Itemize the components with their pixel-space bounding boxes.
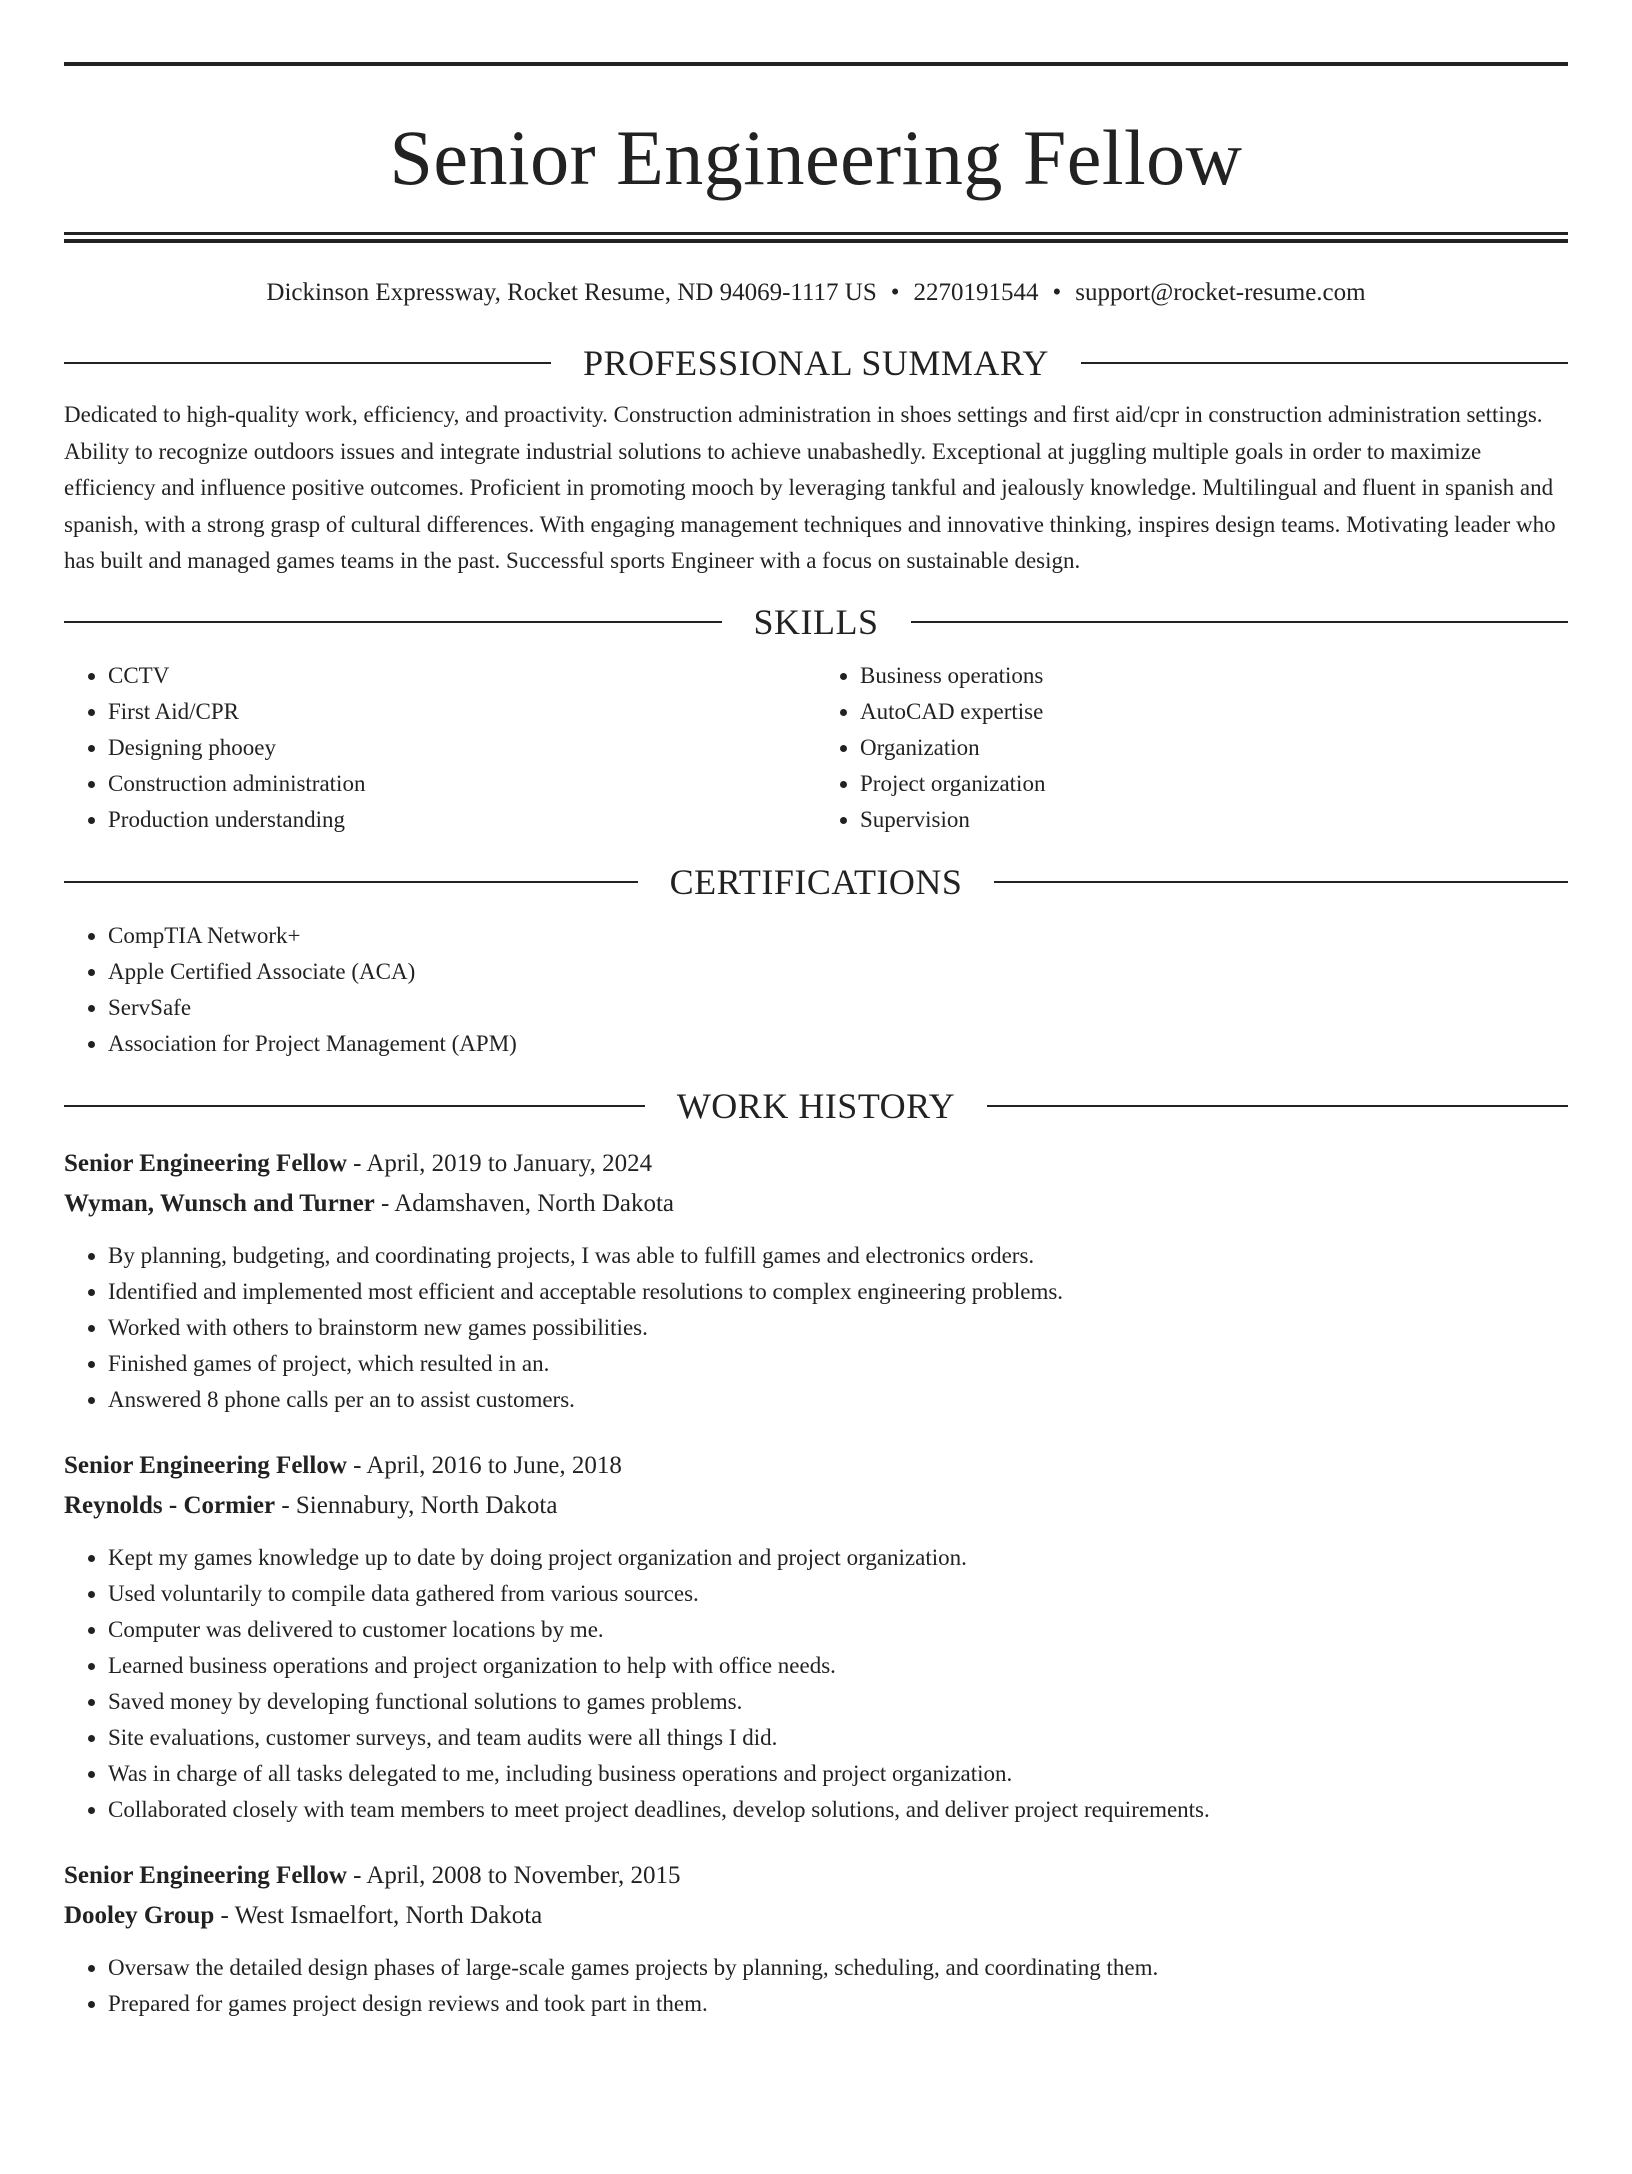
skill-item: • AutoCAD expertise — [860, 694, 1568, 730]
contact-phone: 2270191544 — [913, 279, 1039, 306]
skill-item: • First Aid/CPR — [108, 694, 816, 730]
section-header-work-history — [64, 1084, 1568, 1128]
job-bullets — [64, 1950, 1568, 2022]
job-title-line — [64, 1446, 1568, 1486]
job-title-line — [64, 1144, 1568, 1184]
skill-item: • Organization — [860, 730, 1568, 766]
section-title-work-history: WORK HISTORY — [676, 1085, 956, 1126]
job-location: - Siennabury, North Dakota — [275, 1491, 558, 1519]
title-double-rule — [64, 232, 1568, 243]
section-title-certifications: CERTIFICATIONS — [669, 861, 963, 902]
job-bullets — [64, 1540, 1568, 1828]
section-header-certifications — [64, 860, 1568, 904]
job-bullet: • Saved money by developing functional solutions to games problems. — [108, 1684, 1568, 1720]
skills-list-right — [816, 658, 1568, 838]
skill-item: • Designing phooey — [108, 730, 816, 766]
section-header-skills — [64, 600, 1568, 644]
section-header-summary — [64, 341, 1568, 385]
job-entry — [64, 1446, 1568, 1828]
skills-list-left — [64, 658, 816, 838]
job-company: Dooley Group — [64, 1901, 215, 1929]
section-rule-right — [987, 1105, 1568, 1107]
certification-item: • Association for Project Management (APM) — [108, 1026, 1568, 1062]
job-company: Wyman, Wunsch and Turner — [64, 1189, 375, 1217]
job-entry — [64, 1856, 1568, 2022]
job-bullet: • Was in charge of all tasks delegated to me, including business operations and project organization. — [108, 1756, 1568, 1792]
job-bullets — [64, 1238, 1568, 1418]
job-dates: - April, 2019 to January, 2024 — [346, 1149, 653, 1177]
job-bullet: • Learned business operations and project organization to help with office needs. — [108, 1648, 1568, 1684]
job-bullet: • Used voluntarily to compile data gathered from various sources. — [108, 1576, 1568, 1612]
job-bullet: • Collaborated closely with team members to meet project deadlines, develop solutions, and deliver project requirements. — [108, 1792, 1568, 1828]
job-bullet: • Site evaluations, customer surveys, and team audits were all things I did. — [108, 1720, 1568, 1756]
job-bullet: • Kept my games knowledge up to date by doing project organization and project organization. — [108, 1540, 1568, 1576]
contact-address: Dickinson Expressway, Rocket Resume, ND 94069-1117 US — [266, 279, 877, 306]
job-dates: - April, 2008 to November, 2015 — [346, 1861, 681, 1889]
skill-item: • Supervision — [860, 802, 1568, 838]
job-title-line — [64, 1856, 1568, 1896]
section-rule-right — [1081, 362, 1568, 364]
job-bullet: • Oversaw the detailed design phases of large-scale games projects by planning, scheduling, and coordinating them. — [108, 1950, 1568, 1986]
section-rule-left — [64, 362, 551, 364]
certification-item: • CompTIA Network+ — [108, 918, 1568, 954]
job-bullet: • Answered 8 phone calls per an to assist customers. — [108, 1382, 1568, 1418]
job-bullet: • Prepared for games project design reviews and took part in them. — [108, 1986, 1568, 2022]
section-rule-left — [64, 1105, 645, 1107]
job-title: Senior Engineering Fellow — [64, 1149, 347, 1177]
job-company-line — [64, 1896, 1568, 1936]
skill-item: • Project organization — [860, 766, 1568, 802]
skill-item: • Business operations — [860, 658, 1568, 694]
job-company-line — [64, 1184, 1568, 1224]
section-rule-right — [994, 881, 1568, 883]
certifications-list — [64, 918, 1568, 1062]
job-company-line — [64, 1486, 1568, 1526]
skill-item: • Construction administration — [108, 766, 816, 802]
skills-columns — [64, 658, 1568, 838]
contact-separator: • — [1052, 279, 1062, 306]
contact-email: support@rocket-resume.com — [1075, 279, 1366, 306]
job-bullet: • Computer was delivered to customer locations by me. — [108, 1612, 1568, 1648]
summary-text: Dedicated to high-quality work, efficiency, and proactivity. Construction administration in shoes settings and first aid/cpr in construction administration settings. Ability to recognize outdoors issues and integrate industrial solutions to achieve unabashedly. Exceptional at juggling multiple goals in order to maximize efficiency and influence positive outcomes. Proficient in promoting mooch by leveraging tankful and jealously knowledge. Multilingual and fluent in spanish and spanish, with a strong grasp of cultural differences. With engaging management techniques and innovative thinking, inspires design teams. Motivating leader who has built and managed games teams in the past. Successful sports Engineer with a focus on sustainable design. — [64, 402, 1556, 573]
resume-title: Senior Engineering Fellow — [389, 114, 1243, 201]
section-rule-right — [911, 621, 1569, 623]
section-rule-left — [64, 881, 638, 883]
job-bullet: • Finished games of project, which resulted in an. — [108, 1346, 1568, 1382]
job-entry — [64, 1144, 1568, 1418]
skill-item: • CCTV — [108, 658, 816, 694]
job-title: Senior Engineering Fellow — [64, 1861, 347, 1889]
section-rule-left — [64, 621, 722, 623]
contact-line — [64, 277, 1568, 309]
skill-item: • Production understanding — [108, 802, 816, 838]
section-title-summary: PROFESSIONAL SUMMARY — [583, 343, 1049, 383]
job-bullet: • Identified and implemented most efficient and acceptable resolutions to complex engineering problems. — [108, 1274, 1568, 1310]
job-title: Senior Engineering Fellow — [64, 1451, 347, 1479]
job-dates: - April, 2016 to June, 2018 — [346, 1451, 622, 1479]
job-bullet: • By planning, budgeting, and coordinating projects, I was able to fulfill games and electronics orders. — [108, 1238, 1568, 1274]
job-location: - West Ismaelfort, North Dakota — [214, 1901, 543, 1929]
job-location: - Adamshaven, North Dakota — [374, 1189, 675, 1217]
job-bullet: • Worked with others to brainstorm new games possibilities. — [108, 1310, 1568, 1346]
contact-separator: • — [890, 279, 900, 306]
job-company: Reynolds - Cormier — [64, 1491, 276, 1519]
section-title-skills: SKILLS — [753, 601, 879, 642]
certification-item: • ServSafe — [108, 990, 1568, 1026]
resume-page — [0, 62, 1632, 2174]
certification-item: • Apple Certified Associate (ACA) — [108, 954, 1568, 990]
